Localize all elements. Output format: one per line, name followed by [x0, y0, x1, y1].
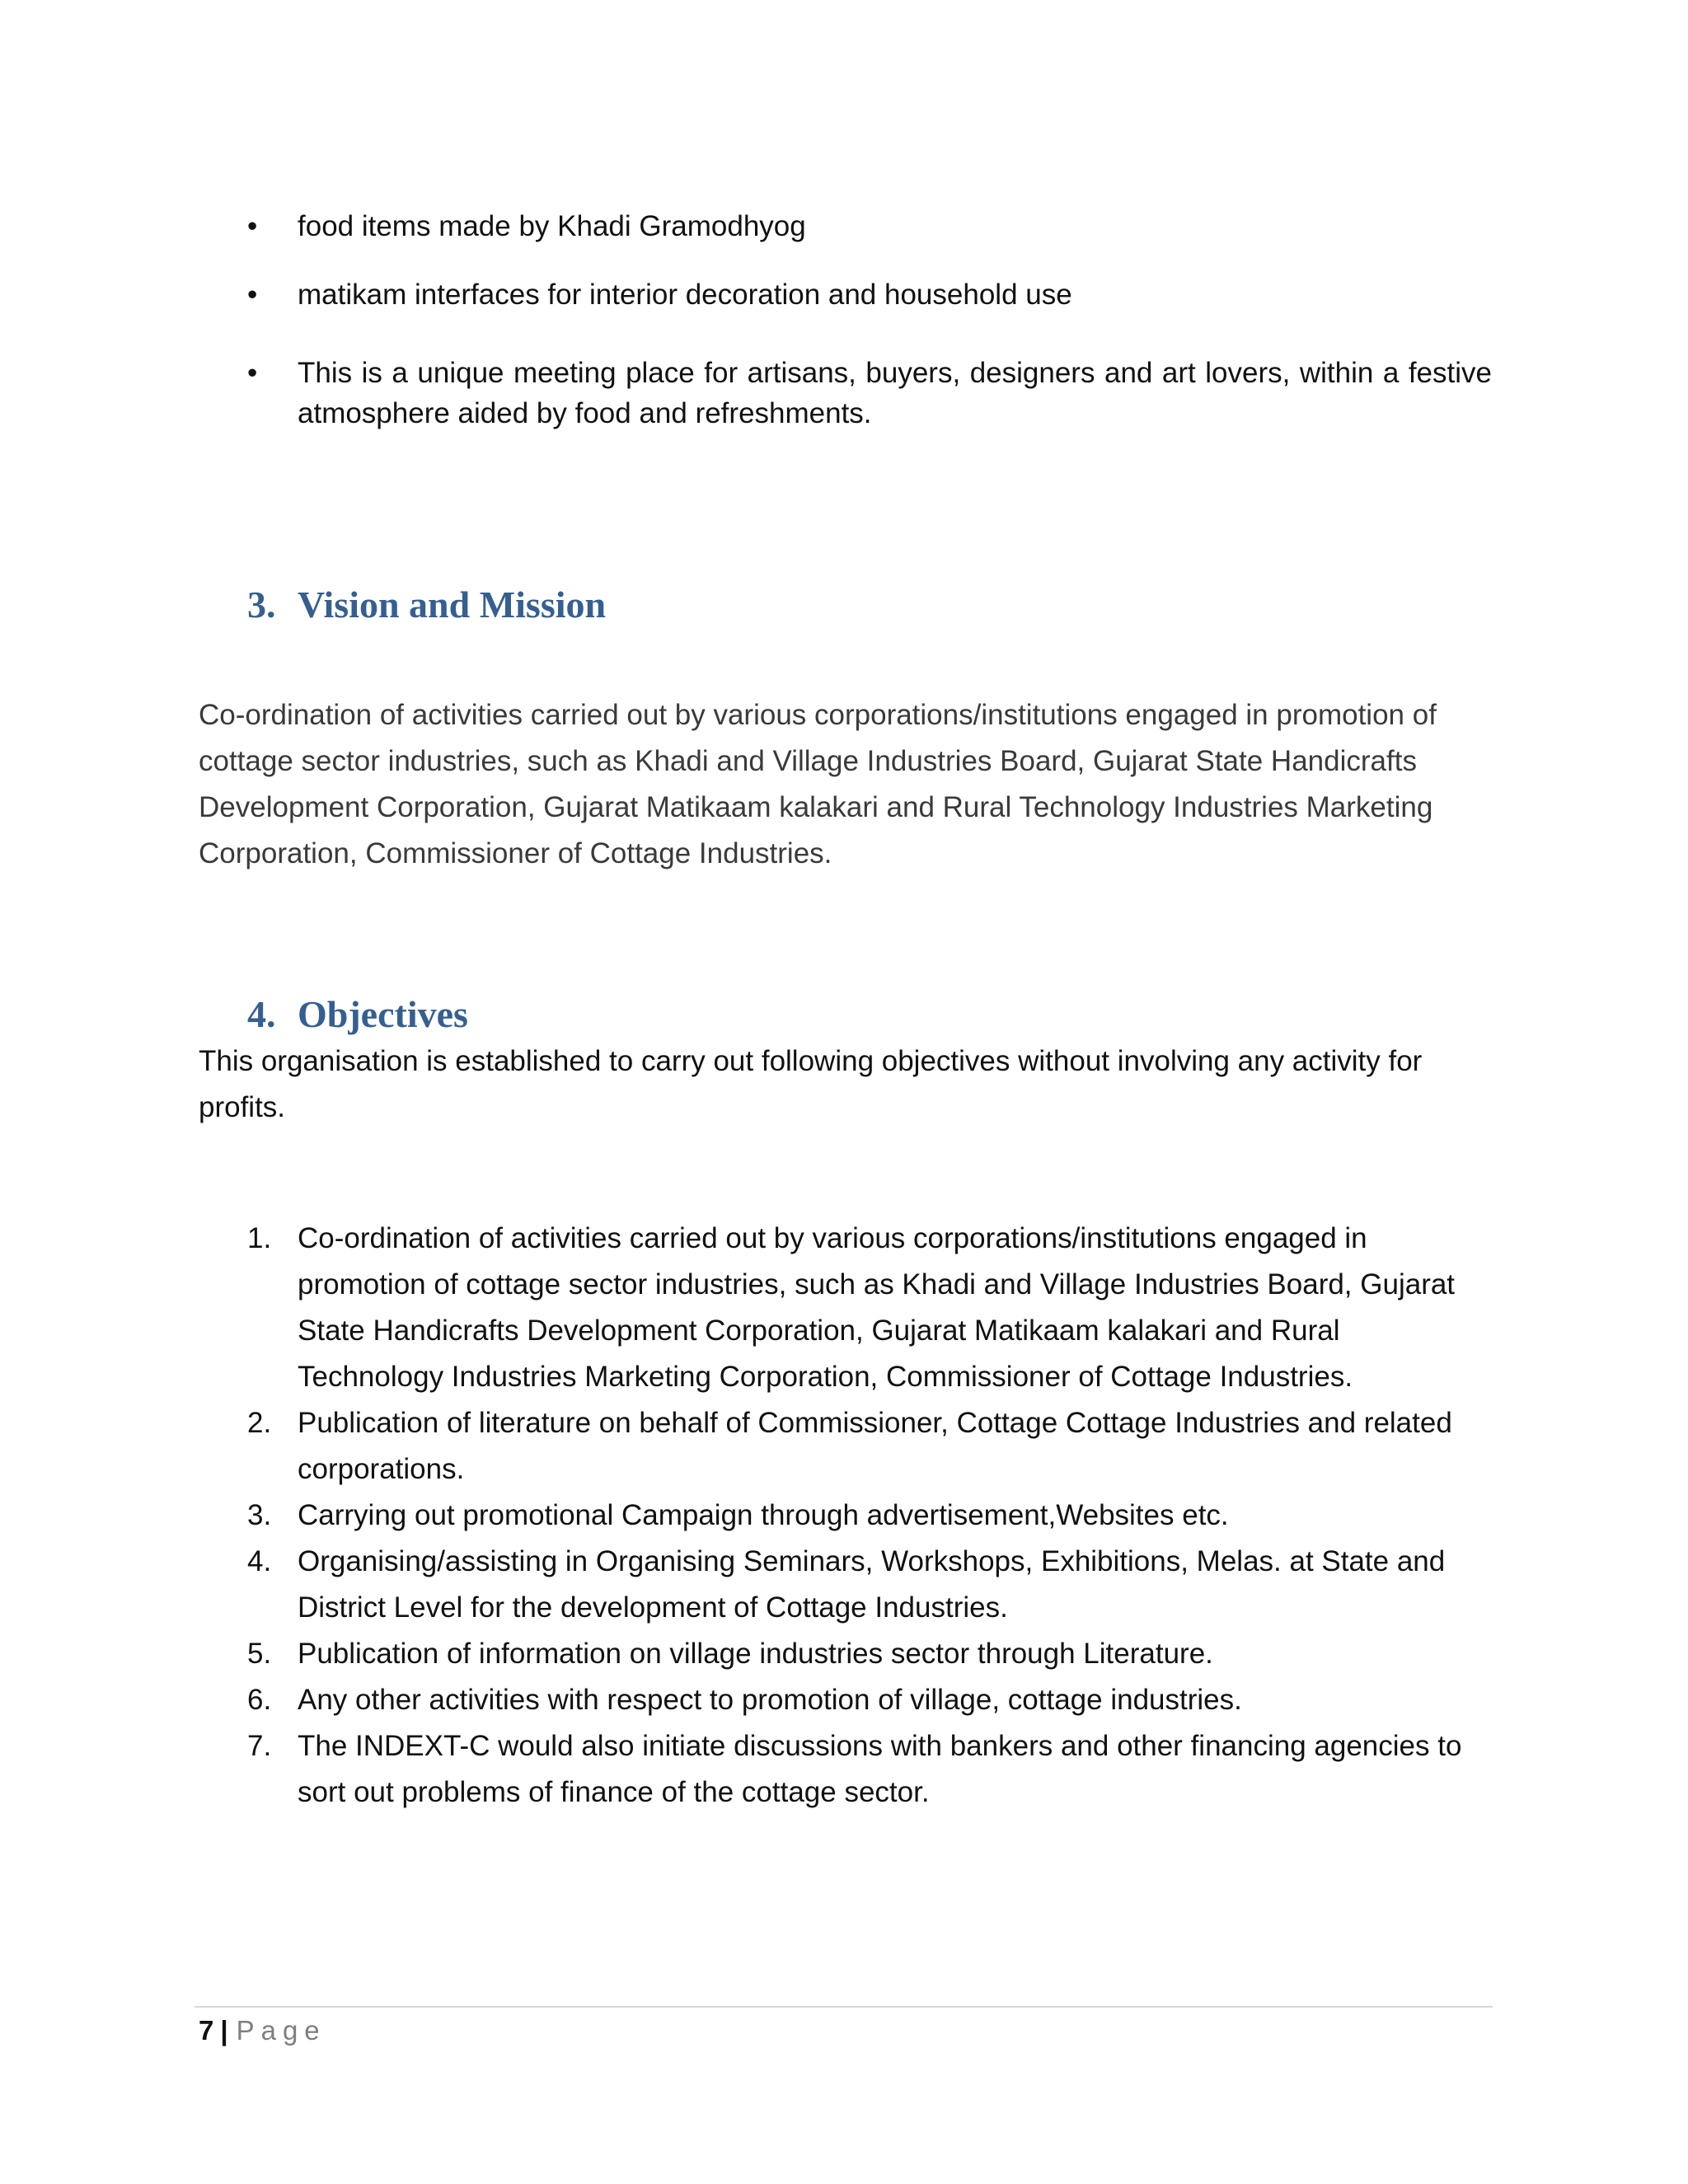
bullet-icon: • — [247, 210, 258, 242]
list-number: 3. — [247, 1499, 272, 1531]
section-heading-vision — [247, 582, 606, 628]
list-text: Publication of literature on behalf of Commissioner, Cottage Cottage Industries and related corporations. — [298, 1407, 1452, 1485]
bullet-list — [247, 206, 1492, 434]
list-item — [247, 1631, 1492, 1677]
list-number: 5. — [247, 1638, 272, 1670]
bullet-text: food items made by Khadi Gramodhyog — [298, 210, 806, 242]
list-number: 4. — [247, 1545, 272, 1577]
list-number: 2. — [247, 1407, 272, 1439]
bullet-item — [247, 274, 1492, 315]
bullet-icon: • — [247, 357, 258, 389]
page-number: 7 — [199, 2015, 214, 2046]
list-text: The INDEXT-C would also initiate discussions with bankers and other financing agencies to sort out problems of finance of the cottage sector. — [298, 1730, 1462, 1808]
section-number: 4. — [247, 993, 276, 1035]
bullet-text: This is a unique meeting place for artisans, buyers, designers and art lovers, within a festive atmosphere aided by food and refreshments. — [298, 357, 1492, 429]
bullet-text: matikam interfaces for interior decoration and household use — [298, 279, 1072, 311]
objectives-intro: This organisation is established to carry out following objectives without involving any activity for profits. — [199, 1045, 1423, 1123]
bullet-icon: • — [247, 279, 258, 311]
page-footer — [199, 2013, 326, 2049]
list-text: Organising/assisting in Organising Seminars, Workshops, Exhibitions, Melas. at State and District Level for the development of Cottage Industries. — [298, 1545, 1446, 1624]
page-label: Page — [236, 2015, 326, 2046]
section-heading-objectives — [247, 991, 468, 1038]
list-item — [247, 1493, 1492, 1539]
vision-paragraph: Co-ordination of activities carried out by various corporations/institutions engaged in promotion of cottage sector industries, such as Khadi and Village Industries Board, Gujarat State Handicrafts Development Corporation, Gujarat Matikaam kalakari and Rural Technology Industries Marketing Corporation, Commissioner of Cottage Industries. — [199, 699, 1437, 869]
objectives-list — [247, 1216, 1492, 1816]
footer-separator: | — [220, 2015, 228, 2046]
bullet-item — [247, 353, 1492, 434]
list-text: Any other activities with respect to promotion of village, cottage industries. — [298, 1684, 1242, 1716]
list-item — [247, 1677, 1492, 1723]
list-item — [247, 1400, 1492, 1493]
section-number: 3. — [247, 583, 276, 626]
list-item — [247, 1216, 1492, 1400]
list-text: Co-ordination of activities carried out by various corporations/institutions engaged in promotion of cottage sector industries, such as Khadi and Village Industries Board, Gujarat State Handicrafts Development Corporation, Gujarat Matikaam kalakari and Rural Technology Industries Marketing Corporation, Commissioner of Cottage Industries. — [298, 1222, 1456, 1393]
list-text: Publication of information on village industries sector through Literature. — [298, 1638, 1213, 1670]
section-title: Objectives — [298, 993, 468, 1035]
list-number: 6. — [247, 1684, 272, 1716]
bullet-item — [247, 206, 1492, 246]
list-number: 1. — [247, 1222, 272, 1254]
section-title: Vision and Mission — [298, 583, 607, 626]
list-number: 7. — [247, 1730, 272, 1762]
list-item — [247, 1723, 1492, 1816]
list-item — [247, 1539, 1492, 1631]
footer-divider — [195, 2006, 1493, 2008]
list-text: Carrying out promotional Campaign through advertisement,Websites etc. — [298, 1499, 1229, 1531]
